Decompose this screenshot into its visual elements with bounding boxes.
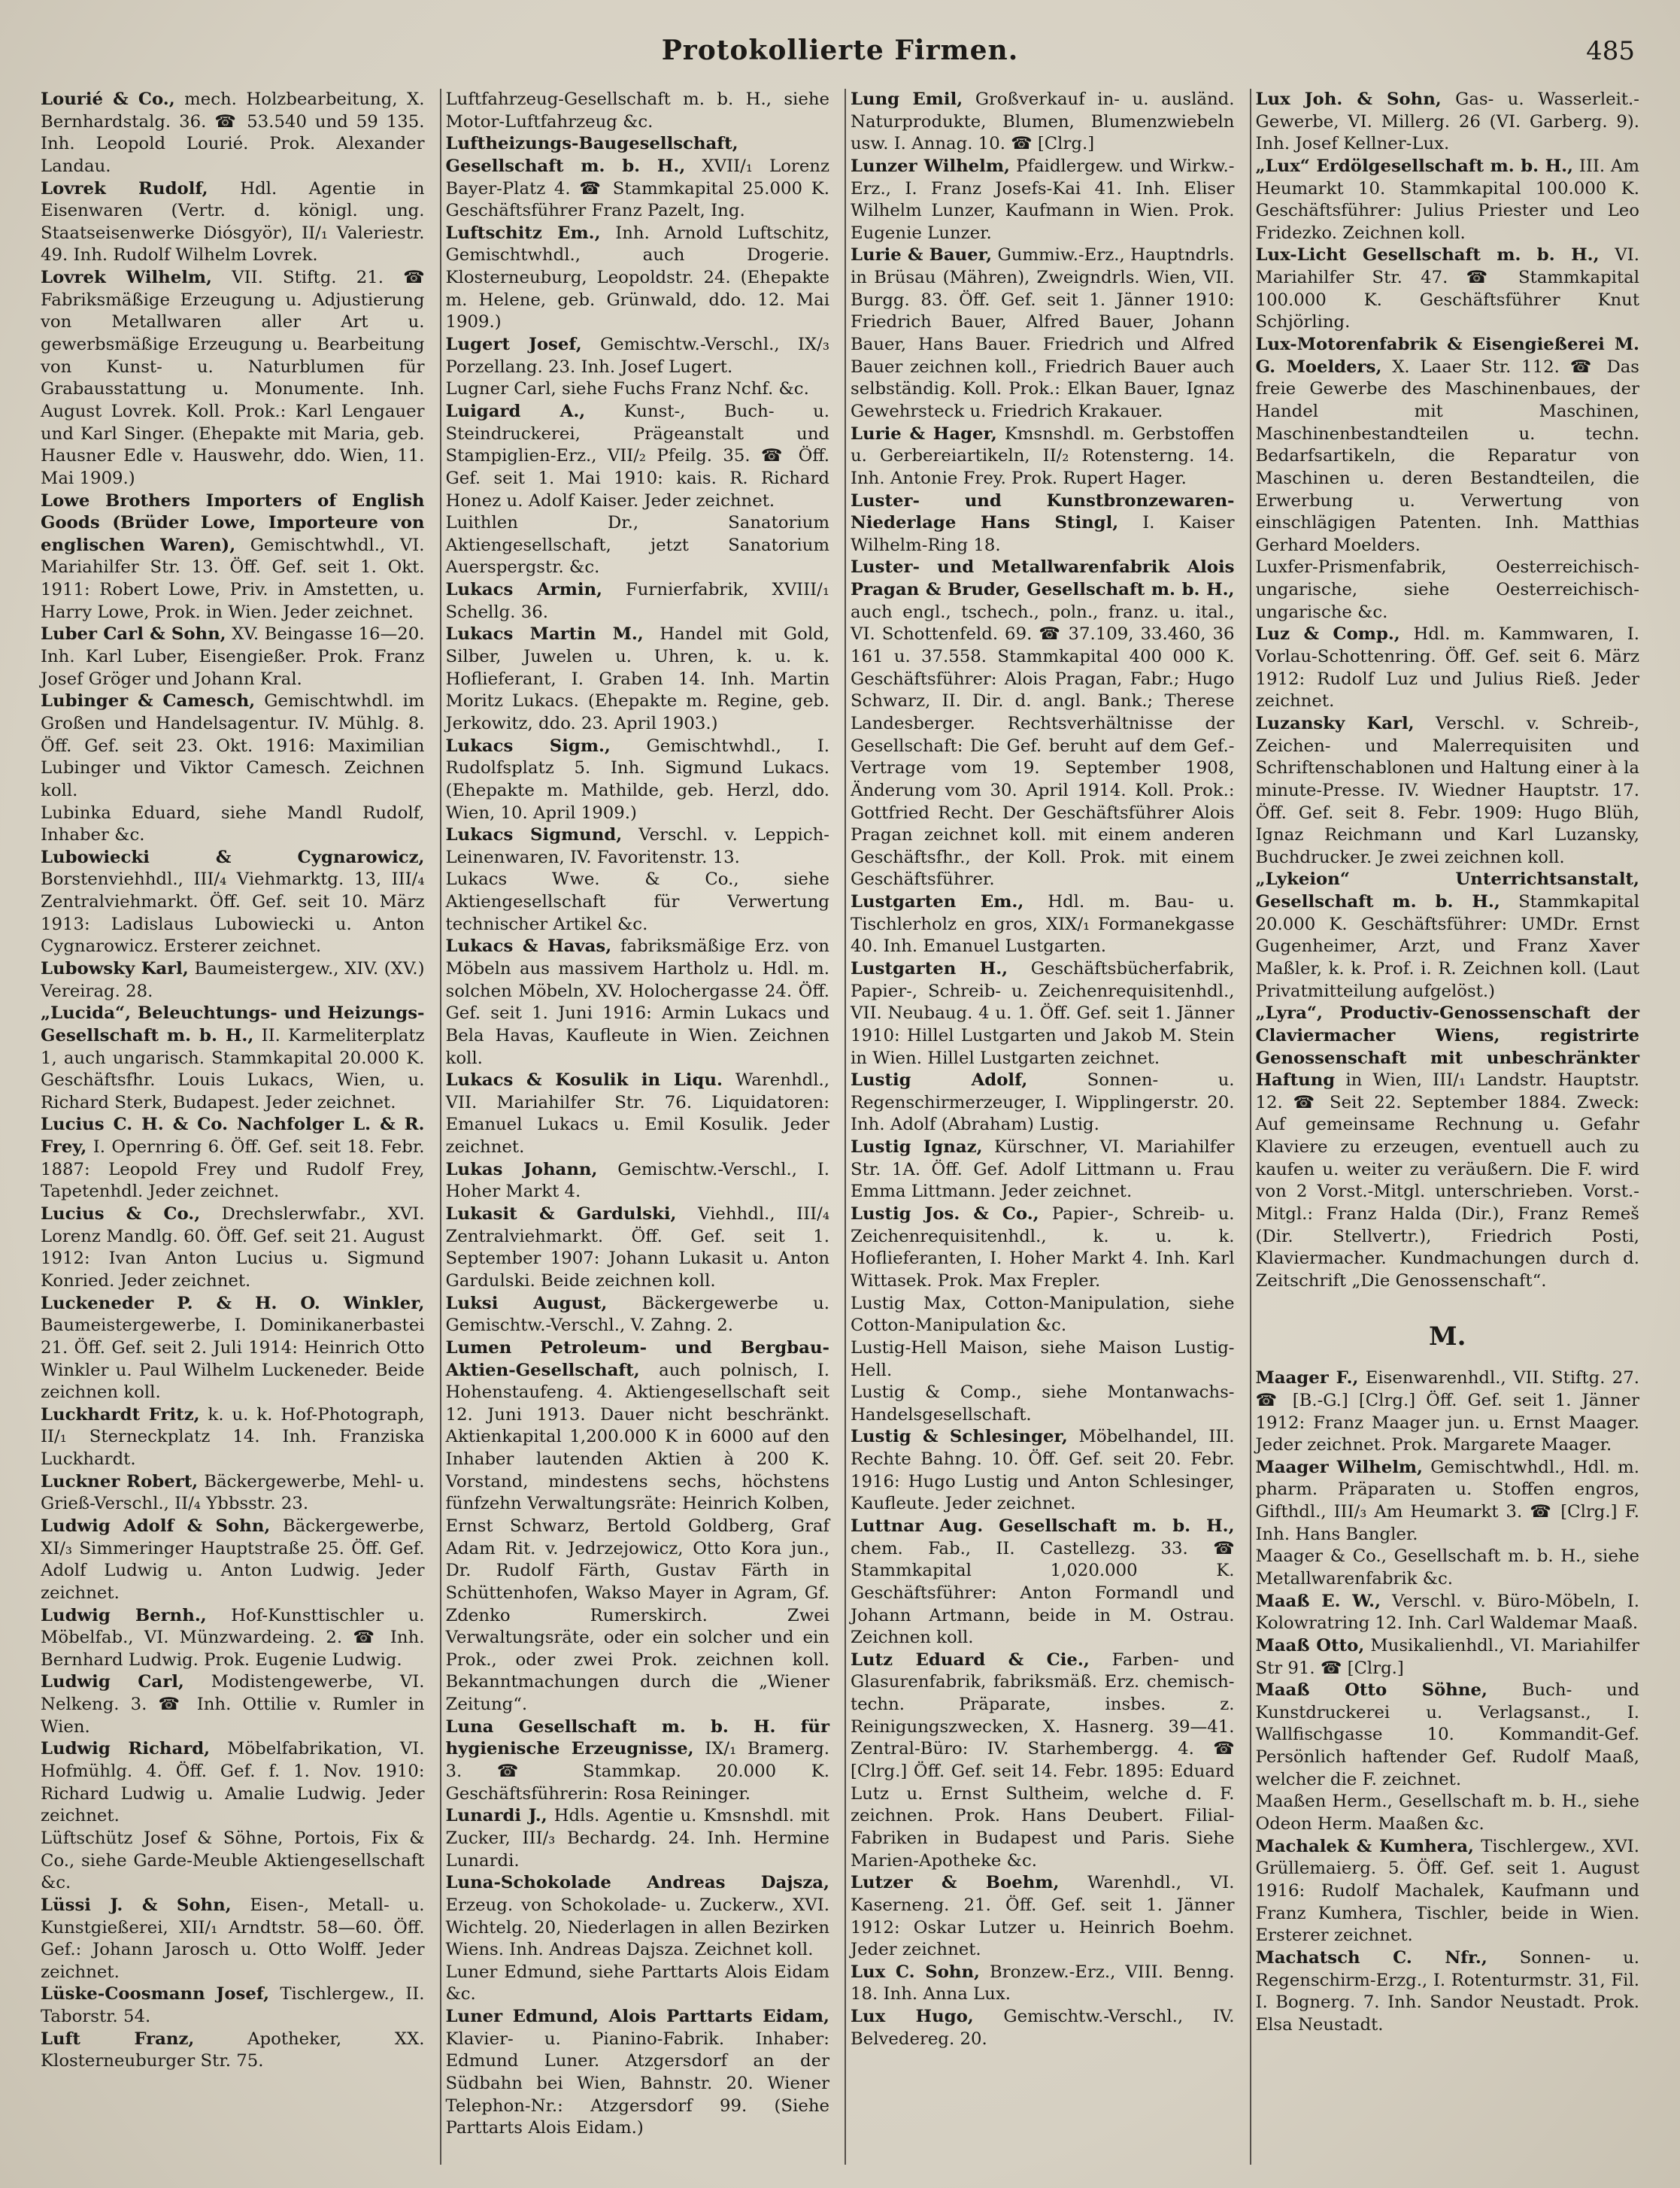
firm-name: Lukasit & Gardulski, [445,1204,677,1224]
firm-name: Lubinger & Camesch, [41,691,256,712]
firm-details: auch polnisch, I. Hohenstaufeng. 4. Aktiengesellschaft seit 12. Juni 1913. Dauer nicht beschränkt. Aktienkapital 1,200.000 K in 6000 auf den Inhaber lautenden Aktien à 200 K. Vorstand, mindestens sechs, höchstens fünfzehn Verwaltungsräte: Heinrich Kolben, Ernst Schwarz, Bertold Goldberg, Graf Adam Rit. v. Jedrzejowicz, Otto Kora jun., Dr. Rudolf Färth, Gustav Färth in Schüttenhofen, Wakso Mayer in Agram, Gf. Zdenko Rumerskirch. Zwei Verwaltungsräte, oder ein solcher und ein Prok., oder zwei Prok. zeichnen koll. Bekanntmachungen durch die „Wiener Zeitung“. [445,1360,829,1715]
firm-entry [851,1337,1235,1382]
firm-entry [446,579,830,624]
firm-name: Luckeneder P. & H. O. Winkler, [41,1293,425,1313]
firm-entry [1256,1591,1640,1635]
firm-details: Gas- u. Wasserleit.-Gewerbe, VI. Millerg. 26 (VI. Garberg. 9). Inh. Josef Kellner-Lux. [1255,90,1640,154]
firm-details: Bäckergewerbe, Mehl- u. Grieß-Verschl., II/₄ Ybbsstr. 23. [41,1471,425,1514]
firm-entry [446,133,830,223]
firm-name: Luft Franz, [41,2029,195,2049]
firm-details: Tischlergew., XVI. Grüllemaierg. 5. Öff. Gef. seit 1. August 1916: Rudolf Machalek, Kaufmann und Franz Kumhera, Tischler, beide in Wien. Ersterer zeichnet. [1255,1836,1640,1946]
directory-columns [36,89,1644,2165]
firm-name: „Lucida“, Beleuchtungs- und Heizungs-Gesellschaft m. b. H., [41,1003,425,1045]
column-4 [1250,89,1645,2165]
firm-name: Ludwig Adolf & Sohn, [41,1516,271,1536]
firm-details: Klavier- u. Pianino-Fabrik. Inhaber: Edmund Luner. Atzgersdorf an der Südbahn bei Wien, Bahnstr. 20. Wiener Telephon-Nr.: Atzgersdorf 99. (Siehe Parttarts Alois Eidam.) [445,2029,829,2138]
firm-details: VII. Stiftg. 21. ☎ Fabriksmäßige Erzeugung u. Adjustierung von Metallwaren aller Art u. gewerbsmäßige Erzeugung u. Bearbeitung von Kunst- u. Naturblumen für Grabausstattung u. Monumente. Inh. August Lovrek. Koll. Prok.: Karl Lengauer und Karl Singer. (Ehepakte mit Maria, geb. Hausner Edle v. Hauswehr, ddo. Wien, 11. Mai 1909.) [41,268,425,488]
firm-name: Machatsch C. Nfr., [1255,1947,1487,1968]
firm-details: Luftfahrzeug-Gesellschaft m. b. H., siehe Motor-Luftfahrzeug &c. [445,90,829,132]
firm-details: X. Laaer Str. 112. ☎ Das freie Gewerbe des Maschinenbaues, der Handel mit Maschinen, Maschinenbestandteilen u. techn. Bedarfsartikeln, die Reparatur von Maschinen u. deren Bestandteilen, die Erwerbung u. Verwertung von einschlägigen Patenten. Inh. Matthias Gerhard Moelders. [1255,357,1640,555]
firm-entry [1256,1457,1640,1546]
firm-details: mech. Holzbearbeitung, X. Bernhardstalg. 36. ☎ 53.540 und 59 135. Inh. Leopold Lourié. Prok. Alexander Landau. [41,90,425,176]
firm-name: Luna-Schokolade Andreas Dajsza, [445,1873,829,1893]
firm-name: Lurie & Hager, [851,423,997,444]
firm-name: „Lykeion“ Unterrichtsanstalt, Gesellschaft m. b. H., [1255,869,1639,912]
firm-entry [851,557,1235,891]
firm-entry [446,736,830,825]
firm-entry [1256,869,1640,1003]
firm-details: Möbelfabrikation, VI. Hofmühlg. 4. Öff. Gef. f. 1. Nov. 1910: Richard Ludwig u. Amalie Ludwig. Jeder zeichnet. [41,1739,425,1826]
firm-details: Pfaidlergew. und Wirkw.-Erz., I. Franz Josefs-Kai 41. Inh. Eliser Wilhelm Lunzer, Kaufmann in Wien. Prok. Eugenie Lunzer. [851,156,1235,243]
firm-name: Lustig & Schlesinger, [851,1427,1068,1447]
firm-details: Stammkapital 20.000 K. Geschäftsführer: UMDr. Ernst Gugenheimer, Arzt, und Franz Xaver Maßler, k. k. Prof. i. R. Zeichnen koll. (Laut Privatmitteilung aufgelöst.) [1255,892,1639,1001]
firm-entry [446,512,830,579]
column-2 [440,89,835,2165]
firm-details: Baumeistergewerbe, I. Dominikanerbastei 21. Öff. Gef. seit 2. Juli 1914: Heinrich Otto Winkler u. Paul Wilhelm Luckeneder. Beide zeichnen koll. [41,1316,425,1403]
firm-entry [41,1738,425,1828]
firm-name: Luckner Robert, [41,1471,199,1492]
firm-entry [851,1136,1235,1203]
firm-name: Luster- und Metallwarenfabrik Alois Pragan & Bruder, Gesellschaft m. b. H., [851,557,1235,600]
firm-entry [1256,1546,1640,1590]
firm-details: Luithlen Dr., Sanatorium Aktiengesellschaft, jetzt Sanatorium Auerspergstr. &c. [445,513,829,578]
firm-entry [41,2029,425,2073]
firm-name: Luftschitz Em., [445,223,601,243]
firm-name: Luftheizungs-Baugesellschaft, Gesellschaft m. b. H., [445,134,738,176]
firm-name: Lurie & Bauer, [851,245,993,266]
firm-entry [1256,334,1640,557]
firm-entry [1256,557,1640,624]
firm-details: Inh. Arnold Luftschitz, Gemischtwhdl., auch Drogerie. Klosterneuburg, Leopoldstr. 24. (Ehepakte m. Helene, geb. Grünwald, ddo. 12. Mai 1909.) [445,223,829,332]
firm-name: Lubowsky Karl, [41,958,189,979]
firm-name: Lunzer Wilhelm, [851,156,1010,176]
firm-name: Lukacs Armin, [445,580,602,600]
firm-name: Lovrek Wilhelm, [41,268,212,288]
firm-details: Lugner Carl, siehe Fuchs Franz Nchf. &c. [445,379,809,399]
firm-details: in Wien, III/₁ Landstr. Hauptstr. 12. ☎ Seit 22. September 1884. Zweck: Auf gemeinsame Rechnung u. Gefahr Klaviere zu erzeugen, eventuell auch zu kaufen u. weiter zu veräußern. Die F. wird von 2 Vorst.-Mitgl. unterschrieben. Vorst.-Mitgl.: Franz Halda (Dir.), Franz Remeš (Dir. Stellvertr.), Friedrich Posti, Klaviermacher. Kundmachungen durch d. Zeitschrift „Die Genossenschaft“. [1255,1070,1639,1291]
firm-entry [41,847,425,958]
firm-entry [41,490,425,624]
firm-entry [851,1962,1235,2006]
firm-name: Lukacs Sigmund, [445,825,623,845]
firm-entry [446,824,830,869]
firm-entry [851,423,1235,490]
firm-entry [1256,1791,1640,1835]
firm-details: Buch- und Kunstdruckerei u. Verlagsanst., I. Wallfischgasse 10. Kommandit-Gef. Persönlich haftender Gef. Rudolf Maaß, welcher die F. zeichnet. [1255,1680,1640,1789]
firm-entry [446,1293,830,1337]
firm-entry [1256,1367,1640,1457]
firm-entry [1256,1947,1640,2037]
firm-entry [1256,89,1640,156]
firm-entry [851,1649,1235,1872]
firm-entry [1256,1003,1640,1292]
firm-entry [851,490,1235,557]
page-header [0,30,1680,75]
firm-name: Lourié & Co., [41,90,175,109]
firm-entry [41,1828,425,1895]
section-letter: M. [1429,1321,1466,1352]
firm-details: II. Karmeliterplatz 1, auch ungarisch. Stammkapital 20.000 K. Geschäftsfhr. Louis Lukacs, Wien, u. Richard Sterk, Budapest. Jeder zeichnet. [41,1025,425,1112]
firm-name: Lung Emil, [851,90,963,109]
firm-entry [446,378,830,401]
firm-entry [851,1203,1235,1293]
firm-entry [851,1872,1235,1962]
firm-entry [446,1805,830,1872]
firm-details: Verschl. v. Büro-Möbeln, I. Kolowratring 12. Inh. Carl Waldemar Maaß. [1255,1591,1639,1634]
firm-entry [446,2006,830,2140]
firm-details: Apotheker, XX. Klosterneuburger Str. 75. [41,2029,425,2071]
firm-name: Lukas Johann, [445,1159,598,1179]
firm-name: Luber Carl & Sohn, [41,624,226,645]
firm-details: IX/₁ Bramerg. 3. ☎ Stammkap. 20.000 K. Geschäftsführerin: Rosa Reininger. [445,1739,829,1804]
firm-entry [446,624,830,735]
firm-details: Maager & Co., Gesellschaft m. b. H., siehe Metallwarenfabrik &c. [1255,1546,1639,1589]
firm-name: Lunardi J., [445,1806,547,1826]
firm-name: Lugert Josef, [445,335,582,355]
firm-entry [41,1983,425,2028]
firm-name: Lustig Ignaz, [851,1137,983,1158]
firm-entry [446,936,830,1070]
firm-entry [41,803,425,847]
firm-details: Lubinka Eduard, siehe Mandl Rudolf, Inhaber &c. [41,803,425,845]
firm-name: Maaß E. W., [1255,1591,1381,1611]
firm-entry [446,1962,830,2006]
firm-entry [851,244,1235,423]
firm-entry [851,89,1235,156]
column-3 [845,89,1239,2165]
firm-name: Lukacs Sigm., [445,736,611,756]
firm-name: Lux-Licht Gesellschaft m. b. H., [1255,245,1600,266]
firm-details: Lukacs Wwe. & Co., siehe Aktiengesellschaft für Verwertung technischer Artikel &c. [445,869,829,934]
firm-name: Luna Gesellschaft m. b. H. für hygienische Erzeugnisse, [445,1716,829,1759]
firm-details: k. u. k. Hof-Photograph, II/₁ Sterneckplatz 14. Inh. Franziska Luckhardt. [41,1404,425,1470]
firm-details: Bronzew.-Erz., VIII. Benng. 18. Inh. Anna Lux. [851,1962,1235,2004]
firm-entry [446,1070,830,1159]
firm-entry [41,267,425,490]
firm-name: Lux C. Sohn, [851,1962,980,1982]
firm-entry [41,1293,425,1404]
firm-name: Lumen Petroleum- und Bergbau-Aktien-Gesellschaft, [445,1337,829,1380]
firm-details: Eisen-, Metall- u. Kunstgießerei, XII/₁ Arndtstr. 58—60. Öff. Gef.: Johann Jarosch u. Otto Wolff. Jeder zeichnet. [41,1895,425,1982]
firm-name: Lukacs Martin M., [445,624,644,645]
firm-entry [851,156,1235,245]
firm-name: Ludwig Richard, [41,1739,211,1759]
firm-details: Großverkauf in- u. ausländ. Naturprodukte, Blumen, Blumenzwiebeln usw. I. Annag. 10. ☎ [Clrg.] [851,90,1235,154]
firm-name: Lubowiecki & Cygnarowicz, [41,847,425,867]
firm-details: Musikalienhdl., VI. Mariahilfer Str 91. ☎ [Clrg.] [1255,1635,1640,1678]
firm-details: Bäckergewerbe, XI/₃ Simmeringer Hauptstraße 25. Öff. Gef. Adolf Ludwig u. Anton Ludwig. Jeder zeichnet. [41,1516,425,1603]
firm-entry [446,89,830,133]
firm-details: Modistengewerbe, VI. Nelkeng. 3. ☎ Inh. Ottilie v. Rumler in Wien. [41,1672,425,1737]
firm-entry [851,958,1235,1070]
firm-name: Lucius & Co., [41,1204,201,1224]
firm-entry [851,1426,1235,1516]
firm-details: XV. Beingasse 16—20. Inh. Karl Luber, Eisengießer. Prok. Franz Josef Gröger und Johann Kral. [41,624,425,689]
firm-entry [41,958,425,1003]
page-number: 485 [1586,36,1635,66]
firm-details: Hdl. m. Bau- u. Tischlerholz en gros, XIX/₁ Formanekgasse 40. Inh. Emanuel Lustgarten. [851,892,1235,957]
firm-details: Furnierfabrik, XVIII/₁ Schellg. 36. [445,580,829,622]
firm-name: „Lyra“, Productiv-Genossenschaft der Claviermacher Wiens, registrirte Genossenschaft mit unbeschränkter Haftung [1255,1003,1639,1091]
firm-details: chem. Fab., II. Castellezg. 33. ☎ Stammkapital 1,020.000 K. Geschäftsführer: Anton Formandl und Johann Artmann, beide in M. Ostrau. Zeichnen koll. [851,1538,1235,1648]
firm-name: Machalek & Kumhera, [1255,1836,1474,1856]
firm-details: Hdls. Agentie u. Kmsnshdl. mit Zucker, III/₃ Bechardg. 24. Inh. Hermine Lunardi. [445,1806,830,1871]
firm-name: Lux Hugo, [851,2007,974,2027]
firm-entry [851,891,1235,958]
firm-name: „Lux“ Erdölgesellschaft m. b. H., [1255,156,1573,176]
firm-details: Gemischtwhdl. im Großen und Handelsagentur. IV. Mühlg. 8. Öff. Gef. seit 23. Okt. 1916: Maximilian Lubinger und Viktor Camesch. Zeichnen koll. [41,691,425,800]
firm-details: Borstenviehhdl., III/₄ Viehmarktg. 13, III/₄ Zentralviehmarkt. Öff. Gef. seit 10. März 1913: Ladislaus Lubowiecki u. Anton Cygnarowicz. Ersterer zeichnet. [41,869,425,957]
firm-name: Lustig Adolf, [851,1070,1028,1091]
firm-entry [1256,1680,1640,1791]
firm-name: Lucius C. H. & Co. Nachfolger L. & R. Frey, [41,1115,425,1158]
firm-details: Verschl. v. Leppich-Leinenwaren, IV. Favoritenstr. 13. [445,825,830,867]
firm-name: Ludwig Carl, [41,1672,184,1692]
firm-details: Lüftschütz Josef & Söhne, Portois, Fix & Co., siehe Garde-Meuble Aktiengesellschaft &c. [41,1828,425,1893]
firm-entry [851,1382,1235,1426]
firm-name: Luttnar Aug. Gesellschaft m. b. H., [851,1516,1235,1536]
firm-name: Lustig Jos. & Co., [851,1204,1039,1224]
firm-name: Lukacs & Havas, [445,936,612,957]
firm-name: Luz & Comp., [1255,624,1400,645]
firm-entry [446,1159,830,1203]
firm-name: Luner Edmund, Alois Parttarts Eidam, [445,2007,829,2027]
firm-name: Lustgarten Em., [851,892,1024,912]
firm-details: Sonnen- u. Regenschirmerzeuger, I. Wipplingerstr. 20. Inh. Adolf (Abraham) Lustig. [851,1070,1235,1135]
firm-details: Viehhdl., III/₄ Zentralviehmarkt. Öff. Gef. seit 1. September 1907: Johann Lukasit u. Anton Gardulski. Beide zeichnen koll. [445,1204,829,1291]
firm-entry [446,869,830,936]
firm-name: Luksi August, [445,1293,608,1313]
firm-entry [41,1003,425,1114]
firm-details: Gummiw.-Erz., Hauptndrls. in Brüsau (Mähren), Zweigndrls. Wien, VII. Burgg. 83. Öff. Gef. seit 1. Jänner 1910: Friedrich Bauer, Alfred Bauer, Johann Bauer, Hans Bauer. Friedrich und Alfred Bauer zeichnen koll., Friedrich Bauer auch selbständig. Koll. Prok.: Elkan Bauer, Ignaz Gewehrsteck u. Friedrich Krakauer. [851,245,1235,421]
firm-details: Gemischtw.-Verschl., IV. Belvedereg. 20. [851,2007,1235,2049]
firm-details: Gemischtwhdl., VI. Mariahilfer Str. 13. Öff. Gef. seit 1. Okt. 1911: Robert Lowe, Priv. in Amstetten, u. Harry Lowe, Prok. in Wien. Jeder zeichnet. [41,535,425,622]
firm-entry [41,1203,425,1293]
firm-name: Luzansky Karl, [1255,713,1415,733]
firm-details: Kmsnshdl. m. Gerbstoffen u. Gerbereiartikeln, II/₂ Rotensterng. 14. Inh. Antonie Frey. Prok. Rupert Hager. [851,423,1235,488]
firm-name: Lüssi J. & Sohn, [41,1895,232,1915]
firm-details: Geschäftsbücherfabrik, Papier-, Schreib- u. Zeichenrequisitenhdl., VII. Neubaug. 4 u. 1. Öff. Gef. seit 1. Jänner 1910: Hillel Lustgarten und Jakob M. Stein in Wien. Hillel Lustgarten zeichnet. [851,958,1235,1068]
firm-details: Gemischtwhdl., Hdl. m. pharm. Präparaten u. Stoffen engros, Gifthdl., III/₃ Am Heumarkt 3. ☎ [Clrg.] F. Inh. Hans Bangler. [1255,1457,1639,1544]
firm-details: VI. Mariahilfer Str. 47. ☎ Stammkapital 100.000 K. Geschäftsführer Knut Schjörling. [1255,245,1639,332]
firm-entry [1256,1635,1640,1680]
firm-name: Maager Wilhelm, [1255,1457,1423,1477]
firm-entry [41,1605,425,1672]
firm-entry [851,2006,1235,2050]
firm-details: Erzeug. von Schokolade- u. Zuckerw., XVI. Wichtelg. 20, Niederlagen in allen Bezirken Wiens. Inh. Andreas Dajsza. Zeichnet koll. [445,1895,829,1960]
firm-entry [41,89,425,178]
firm-name: Luster- und Kunstbronzewaren-Niederlage Hans Stingl, [851,490,1235,533]
column-1 [36,89,429,2165]
firm-name: Maager F., [1255,1368,1359,1388]
firm-details: Maaßen Herm., Gesellschaft m. b. H., siehe Odeon Herm. Maaßen &c. [1255,1792,1639,1834]
firm-details: Eisenwarenhdl., VII. Stiftg. 27. ☎ [B.-G.] [Clrg.] Öff. Gef. seit 1. Jänner 1912: Franz Maager jun. u. Ernst Maager. Jeder zeichnet. Prok. Margarete Maager. [1255,1368,1640,1455]
firm-entry [446,334,830,378]
firm-entry [1256,156,1640,245]
firm-entry [1256,713,1640,869]
firm-details: Tischlergew., II. Taborstr. 54. [41,1984,425,2027]
firm-entry [41,624,425,690]
firm-name: Luckhardt Fritz, [41,1404,200,1425]
firm-details: Luner Edmund, siehe Parttarts Alois Eidam &c. [445,1962,829,2004]
firm-details: Kunst-, Buch- u. Steindruckerei, Prägeanstalt und Stampiglien-Erz., VII/₂ Pfeilg. 35. ☎ Öff. Gef. seit 1. Mai 1910: kais. R. Richard Honez u. Adolf Kaiser. Jeder zeichnet. [445,401,829,511]
firm-details: fabriksmäßige Erz. von Möbeln aus massivem Hartholz u. Hdl. m. solchen Möbeln, XV. Holochergasse 24. Öff. Gef. seit 1. Juni 1916: Armin Lukacs und Bela Havas, Kaufleute in Wien. Zeichnen koll. [445,936,829,1068]
firm-details: Handel mit Gold, Silber, Juwelen u. Uhren, k. u. k. Hoflieferant, I. Graben 14. Inh. Martin Moritz Lukacs. (Ehepakte m. Regine, geb. Jerkowitz, ddo. 23. April 1903.) [445,624,829,733]
firm-entry [41,1114,425,1203]
firm-entry [446,223,830,334]
firm-entry [41,1671,425,1738]
firm-entry [41,690,425,802]
firm-details: Warenhdl., VI. Kaserneng. 21. Öff. Gef. seit 1. Jänner 1912: Oskar Lutzer u. Heinrich Boehm. Jeder zeichnet. [851,1873,1235,1960]
firm-details: Bäckergewerbe u. Gemischtw.-Verschl., V. Zahng. 2. [445,1293,829,1336]
firm-details: Farben- und Glasurenfabrik, fabriksmäß. Erz. chemisch-techn. Präparate, insbes. z. Reinigungszwecken, X. Hasnerg. 39—41. Zentral-Büro: IV. Starhembergg. 4. ☎ [Clrg.] Öff. Gef. seit 14. Febr. 1895: Eduard Lutz u. Ernst Sultheim, welche d. F. zeichnen. Prok. Hans Deubert. Filial-Fabriken in Budapest und Paris. Siehe Marien-Apotheke &c. [851,1649,1235,1871]
firm-details: I. Opernring 6. Öff. Gef. seit 18. Febr. 1887: Leopold Frey und Rudolf Frey, Tapetenhdl. Jeder zeichnet. [41,1137,425,1202]
firm-name: Lutzer & Boehm, [851,1873,1060,1893]
firm-details: XVII/₁ Lorenz Bayer-Platz 4. ☎ Stammkapital 25.000 K. Geschäftsführer Franz Pazelt, Ing. [445,156,830,221]
firm-entry [41,1895,425,1984]
firm-entry [446,1716,830,1806]
firm-entry [1256,1836,1640,1947]
firm-name: Lustgarten H., [851,958,1008,979]
firm-name: Ludwig Bernh., [41,1605,207,1625]
firm-entry [41,1404,425,1471]
firm-details: Möbelhandel, III. Rechte Bahng. 10. Öff. Gef. seit 20. Febr. 1916: Hugo Lustig und Anton Schlesinger, Kaufleute. Jeder zeichnet. [851,1427,1235,1514]
firm-details: Baumeistergew., XIV. (XV.) Vereirag. 28. [41,958,425,1001]
firm-details: Drechslerwfabr., XVI. Lorenz Mandlg. 60. Öff. Gef. seit 21. August 1912: Ivan Anton Lucius u. Sigmund Konried. Jeder zeichnet. [41,1204,425,1291]
firm-entry [446,1203,830,1293]
firm-details: Sonnen- u. Regenschirm-Erzg., I. Rotenturmstr. 31, Fil. I. Bognerg. 7. Inh. Sandor Neustadt. Prok. Elsa Neustadt. [1255,1947,1639,2035]
firm-entry [41,1471,425,1516]
firm-entry [851,1070,1235,1136]
firm-entry [1256,624,1640,713]
firm-details: Papier-, Schreib- u. Zeichenrequisitenhdl., k. u. k. Hoflieferanten, I. Hoher Markt 4. Inh. Karl Wittasek. Prok. Max Frepler. [851,1204,1235,1291]
firm-details: Kürschner, VI. Mariahilfer Str. 1A. Öff. Gef. Adolf Littmann u. Frau Emma Littmann. Jeder zeichnet. [851,1137,1235,1202]
firm-entry [851,1516,1235,1649]
firm-name: Lukacs & Kosulik in Liqu. [445,1070,723,1091]
firm-name: Lux-Motorenfabrik & Eisengießerei M. G. Moelders, [1255,335,1639,377]
firm-details: III. Am Heumarkt 10. Stammkapital 100.000 K. Geschäftsführer: Julius Priester und Leo Fridezko. Zeichnen koll. [1255,156,1639,243]
firm-entry [41,178,425,268]
firm-details: Luxfer-Prismenfabrik, Oesterreichisch-ungarische, siehe Oesterreichisch-ungarische &c. [1255,557,1639,622]
firm-name: Lowe Brothers Importers of English Goods (Brüder Lowe, Importeure von englischen Waren), [41,490,425,555]
page-title: Protokollierte Firmen. [661,35,1019,66]
firm-name: Lutz Eduard & Cie., [851,1649,1090,1670]
firm-details: Gemischtw.-Verschl., I. Hoher Markt 4. [445,1159,829,1202]
firm-entry [446,1872,830,1962]
firm-details: Verschl. v. Schreib-, Zeichen- und Malerrequisiten und Schriftenschablonen und Haltung einer à la minute-Presse. IV. Wiedner Hauptstr. 17. Öff. Gef. seit 8. Febr. 1909: Hugo Blüh, Ignaz Reichmann und Karl Luzansky, Buchdrucker. Je zwei zeichnen koll. [1255,713,1639,867]
firm-details: I. Kaiser Wilhelm-Ring 18. [851,513,1235,555]
firm-entry [851,1293,1235,1337]
firm-name: Lüske-Coosmann Josef, [41,1984,270,2004]
firm-entry [1256,244,1640,334]
firm-name: Luigard A., [445,401,586,421]
firm-details: Hdl. Agentie in Eisenwaren (Vertr. d. königl. ung. Staatseisenwerke Diósgyör), II/₁ Valeriestr. 49. Inh. Rudolf Wilhelm Lovrek. [41,178,425,266]
firm-entry [446,1337,830,1716]
firm-details: Hdl. m. Kammwaren, I. Vorlau-Schottenring. Öff. Gef. seit 6. März 1912: Rudolf Luz und Julius Rieß. Jeder zeichnet. [1255,624,1639,712]
firm-entry [41,1516,425,1605]
firm-name: Maaß Otto, [1255,1635,1365,1655]
firm-details: Hof-Kunsttischler u. Möbelfab., VI. Münzwardeing. 2. ☎ Inh. Bernhard Ludwig. Prok. Eugenie Ludwig. [41,1605,425,1670]
firm-details: Warenhdl., VII. Mariahilfer Str. 76. Liquidatoren: Emanuel Lukacs u. Emil Kosulik. Jeder zeichnet. [445,1070,829,1158]
firm-details: Lustig Max, Cotton-Manipulation, siehe Cotton-Manipulation &c. [851,1293,1235,1336]
firm-name: Lux Joh. & Sohn, [1255,90,1442,109]
firm-name: Maaß Otto Söhne, [1255,1680,1487,1701]
firm-name: Lovrek Rudolf, [41,178,208,199]
firm-details: auch engl., tschech., poln., franz. u. ital., VI. Schottenfeld. 69. ☎ 37.109, 33.460, 36 161 u. 37.558. Stammkapital 400 000 K. Geschäftsführer: Alois Pragan, Fabr.; Hugo Schwarz, II. Dir. d. angl. Bank.; Therese Landesberger. Rechtsverhältnisse der Gesellschaft: Die Gef. beruht auf dem Gef.-Vertrage vom 19. September 1908, Änderung vom 30. April 1914. Koll. Prok.: Gottfried Recht. Der Geschäftsführer Alois Pragan zeichnet koll. mit einem anderen Geschäftsfhr., der Koll. Prok. mit einem Geschäftsführer. [851,602,1235,890]
firm-entry [446,401,830,512]
firm-details: Lustig & Comp., siehe Montanwachs-Handelsgesellschaft. [851,1382,1235,1425]
firm-details: Gemischtw.-Verschl., IX/₃ Porzellang. 23. Inh. Josef Lugert. [445,335,829,377]
firm-details: Gemischtwhdl., I. Rudolfsplatz 5. Inh. Sigmund Lukacs. (Ehepakte m. Mathilde, geb. Herzl, ddo. Wien, 10. April 1909.) [445,736,829,823]
firm-details: Lustig-Hell Maison, siehe Maison Lustig-Hell. [851,1337,1235,1380]
